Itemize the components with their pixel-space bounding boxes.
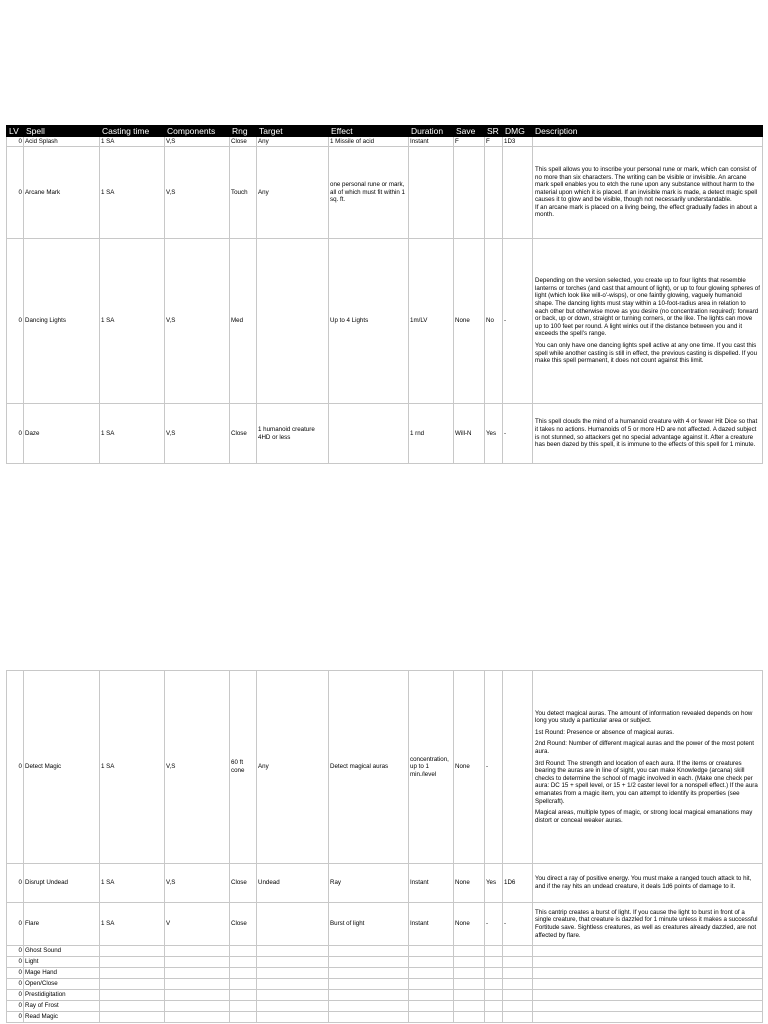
cell-sr: [485, 957, 503, 968]
cell-target: [257, 1001, 329, 1012]
cell-dmg: [503, 990, 533, 1001]
header-spell: Spell: [24, 126, 100, 137]
cell-spell: Flare: [24, 903, 100, 946]
cell-casting-time: [100, 1001, 165, 1012]
cell-lv: 0: [7, 864, 24, 903]
cell-spell: Arcane Mark: [24, 147, 100, 239]
cell-duration: [409, 968, 454, 979]
cell-save: [454, 968, 485, 979]
cell-lv: 0: [7, 957, 24, 968]
cell-spell: Open/Close: [24, 979, 100, 990]
cell-description: [533, 864, 763, 903]
cell-components: [165, 968, 230, 979]
cell-save: [454, 979, 485, 990]
cell-spell: Daze: [24, 404, 100, 464]
cell-spell: Ghost Sound: [24, 946, 100, 957]
cell-save: None: [454, 239, 485, 404]
cell-dmg: [503, 1012, 533, 1023]
cell-description: [533, 239, 763, 404]
cell-target: [257, 957, 329, 968]
description-paragraph: This spell clouds the mind of a humanoid creature with 4 or fewer Hit Dice so that it takes no actions. Humanoids of 5 or more HD are not affected. A dazed subject is not stunned, so attackers get no special advantage against it. After a creature has been dazed by this spell, it is immune to the effects of this spell for 1 minute.: [535, 418, 758, 449]
description-paragraph: 3rd Round: The strength and location of each aura. If the items or creatures bearing the auras are in line of sight, you can make Knowledge (arcana) skill checks to determine the school of magic involved in each. (Make one check per aura: DC 15 + spell level, or 15 + 1/2 caster level for a nonspell effect.) If the aura emanates from a magic item, you can attempt to identify its properties (see Spellcraft).: [535, 759, 758, 805]
description-paragraph: Depending on the version selected, you create up to four lights that resemble lanterns or torches (and cast that amount of light), or up to four glowing spheres of light (which look like will-o'-wisps), or one faintly glowing, vaguely humanoid shape. The dancing lights must stay within a 10-foot-radius area in relation to each other but otherwise move as you desire (no concentration required): forward or back, up or down, straight or turning corners, or the like. The lights can move up to 100 feet per round. A light winks out if the distance between you and it exceeds the spell's range.: [535, 277, 760, 338]
cell-components: V,S: [165, 147, 230, 239]
table-row: [7, 239, 763, 404]
cell-casting-time: 1 SA: [100, 404, 165, 464]
cell-description: [533, 137, 763, 147]
table-row: [7, 671, 763, 864]
cell-sr: -: [485, 671, 503, 864]
cell-sr: Yes: [485, 404, 503, 464]
table-row: [7, 946, 763, 957]
cell-dmg: [503, 968, 533, 979]
cell-target: Undead: [257, 864, 329, 903]
cell-spell: Disrupt Undead: [24, 864, 100, 903]
cell-lv: 0: [7, 137, 24, 147]
cell-rng: [230, 979, 257, 990]
cell-rng: [230, 968, 257, 979]
cell-duration: Instant: [409, 864, 454, 903]
cell-target: Any: [257, 147, 329, 239]
header-description: Description: [533, 126, 763, 137]
cell-description: [533, 979, 763, 990]
cell-sr: [485, 968, 503, 979]
header-target: Target: [257, 126, 329, 137]
cell-description: [533, 946, 763, 957]
cell-description: [533, 990, 763, 1001]
cell-description: [533, 404, 763, 464]
cell-dmg: -: [503, 239, 533, 404]
cell-effect: [329, 946, 409, 957]
cell-duration: concentration, up to 1 min./level: [409, 671, 454, 864]
cell-spell: Detect Magic: [24, 671, 100, 864]
cell-sr: [485, 946, 503, 957]
cell-duration: [409, 147, 454, 239]
cell-target: [257, 1012, 329, 1023]
cell-rng: [230, 946, 257, 957]
spell-table-page-2: [6, 670, 763, 1023]
cell-duration: [409, 990, 454, 1001]
cell-lv: 0: [7, 1001, 24, 1012]
cell-dmg: [503, 1001, 533, 1012]
cell-dmg: 1D6: [503, 864, 533, 903]
cell-casting-time: [100, 946, 165, 957]
cell-save: [454, 990, 485, 1001]
cell-description: [533, 903, 763, 946]
cell-target: [257, 990, 329, 1001]
description-paragraph: 2nd Round: Number of different magical auras and the power of the most potent aura.: [535, 740, 754, 756]
cell-components: V: [165, 903, 230, 946]
table-row: [7, 957, 763, 968]
cell-save: [454, 1012, 485, 1023]
cell-save: None: [454, 903, 485, 946]
cell-effect: [329, 404, 409, 464]
cell-sr: [485, 1012, 503, 1023]
cell-casting-time: 1 SA: [100, 671, 165, 864]
cell-casting-time: [100, 990, 165, 1001]
table-row: [7, 968, 763, 979]
cell-components: [165, 990, 230, 1001]
description-paragraph: You can only have one dancing lights spell active at any one time. If you cast this spell while another casting is still in effect, the previous casting is dispelled. If you make this spell permanent, it does not count against this limit.: [535, 341, 758, 365]
cell-save: None: [454, 671, 485, 864]
cell-effect: Ray: [329, 864, 409, 903]
cell-spell: Read Magic: [24, 1012, 100, 1023]
header-components: Components: [165, 126, 230, 137]
cell-duration: [409, 979, 454, 990]
cell-sr: No: [485, 239, 503, 404]
cell-target: Any: [257, 671, 329, 864]
cell-sr: [485, 1001, 503, 1012]
cell-casting-time: [100, 957, 165, 968]
cell-casting-time: 1 SA: [100, 137, 165, 147]
cell-casting-time: 1 SA: [100, 239, 165, 404]
description-paragraph: You detect magical auras. The amount of information revealed depends on how long you study a particular area or subject.: [535, 709, 753, 725]
cell-spell: Light: [24, 957, 100, 968]
cell-description: [533, 968, 763, 979]
table-row: [7, 137, 763, 147]
cell-save: [454, 946, 485, 957]
cell-duration: 1 rnd: [409, 404, 454, 464]
table-row: [7, 404, 763, 464]
cell-sr: [485, 979, 503, 990]
cell-lv: 0: [7, 946, 24, 957]
cell-lv: 0: [7, 979, 24, 990]
table-body-page-1: [7, 137, 763, 464]
cell-description: [533, 957, 763, 968]
cell-lv: 0: [7, 1012, 24, 1023]
cell-dmg: [503, 957, 533, 968]
cell-lv: 0: [7, 147, 24, 239]
table-row: [7, 147, 763, 239]
table-row: [7, 1012, 763, 1023]
cell-duration: Instant: [409, 137, 454, 147]
cell-save: F: [454, 137, 485, 147]
cell-casting-time: [100, 968, 165, 979]
cell-description: [533, 147, 763, 239]
header-rng: Rng: [230, 126, 257, 137]
cell-effect: 1 Missile of acid: [329, 137, 409, 147]
description-paragraph: 1st Round: Presence or absence of magical auras.: [535, 728, 674, 736]
cell-duration: [409, 946, 454, 957]
header-sr: SR: [485, 126, 503, 137]
cell-effect: one personal rune or mark, all of which must fit within 1 sq. ft.: [329, 147, 409, 239]
header-duration: Duration: [409, 126, 454, 137]
cell-duration: 1m/LV: [409, 239, 454, 404]
cell-dmg: [503, 147, 533, 239]
cell-sr: Yes: [485, 864, 503, 903]
cell-sr: -: [485, 903, 503, 946]
cell-sr: F: [485, 137, 503, 147]
cell-effect: Detect magical auras: [329, 671, 409, 864]
cell-target: [257, 946, 329, 957]
table-body-page-2: [7, 671, 763, 1023]
cell-duration: Instant: [409, 903, 454, 946]
spell-table-page-1: [6, 125, 763, 464]
description-paragraph: Magical areas, multiple types of magic, or strong local magical emanations may distort or conceal weaker auras.: [535, 809, 753, 824]
cell-spell: Dancing Lights: [24, 239, 100, 404]
cell-duration: [409, 1012, 454, 1023]
cell-components: [165, 1012, 230, 1023]
cell-dmg: 1D3: [503, 137, 533, 147]
description-paragraph: You direct a ray of positive energy. You must make a ranged touch attack to hit, and if the ray hits an undead creature, it deals 1d6 points of damage to it.: [535, 875, 752, 890]
cell-description: [533, 1012, 763, 1023]
cell-dmg: -: [503, 404, 533, 464]
cell-target: [257, 968, 329, 979]
cell-sr: [485, 147, 503, 239]
cell-duration: [409, 1001, 454, 1012]
cell-casting-time: [100, 1012, 165, 1023]
cell-rng: [230, 1001, 257, 1012]
cell-rng: [230, 1012, 257, 1023]
header-dmg: DMG: [503, 126, 533, 137]
table-row: [7, 864, 763, 903]
cell-target: Any: [257, 137, 329, 147]
cell-effect: [329, 1012, 409, 1023]
cell-lv: 0: [7, 671, 24, 864]
cell-target: [257, 979, 329, 990]
cell-save: Will-N: [454, 404, 485, 464]
cell-components: [165, 957, 230, 968]
header-effect: Effect: [329, 126, 409, 137]
cell-save: [454, 147, 485, 239]
description-paragraph: This cantrip creates a burst of light. If you cause the light to burst in front of a single creature, that creature is dazzled for 1 minute unless it makes a successful Fortitude save. Sightless creatures, as well as creatures already dazzled, are not affected by flare.: [535, 908, 758, 939]
cell-description: [533, 671, 763, 864]
cell-lv: 0: [7, 404, 24, 464]
cell-lv: 0: [7, 968, 24, 979]
cell-effect: [329, 968, 409, 979]
cell-spell: Acid Splash: [24, 137, 100, 147]
cell-casting-time: [100, 979, 165, 990]
table-header-row: [7, 126, 763, 137]
cell-rng: Close: [230, 404, 257, 464]
cell-sr: [485, 990, 503, 1001]
cell-components: V,S: [165, 864, 230, 903]
description-paragraph: This spell allows you to inscribe your personal rune or mark, which can consist of no more than six characters. The writing can be visible or invisible. An arcane mark spell enables you to etch the rune upon any substance without harm to the material upon which it is placed. If an invisible mark is made, a detect magic spell causes it to glow and be visible, though not necessarily understandable. If an arcane mark is placed on a living being, the effect gradually fades in about a month.: [535, 165, 758, 219]
table-row: [7, 990, 763, 1001]
header-save: Save: [454, 126, 485, 137]
cell-duration: [409, 957, 454, 968]
cell-effect: [329, 979, 409, 990]
cell-rng: 60 ft cone: [230, 671, 257, 864]
cell-dmg: -: [503, 903, 533, 946]
cell-components: [165, 1001, 230, 1012]
table-row: [7, 979, 763, 990]
cell-spell: Mage Hand: [24, 968, 100, 979]
header-lv: LV: [7, 126, 24, 137]
cell-spell: Ray of Frost: [24, 1001, 100, 1012]
cell-components: V,S: [165, 137, 230, 147]
cell-save: None: [454, 864, 485, 903]
cell-casting-time: 1 SA: [100, 864, 165, 903]
cell-casting-time: 1 SA: [100, 147, 165, 239]
cell-effect: [329, 1001, 409, 1012]
cell-rng: [230, 957, 257, 968]
cell-rng: Close: [230, 903, 257, 946]
cell-effect: Up to 4 Lights: [329, 239, 409, 404]
cell-components: [165, 979, 230, 990]
cell-rng: Close: [230, 864, 257, 903]
table-row: [7, 1001, 763, 1012]
cell-components: V,S: [165, 404, 230, 464]
cell-rng: Touch: [230, 147, 257, 239]
cell-effect: [329, 957, 409, 968]
cell-components: [165, 946, 230, 957]
cell-rng: [230, 990, 257, 1001]
cell-target: [257, 903, 329, 946]
cell-dmg: [503, 979, 533, 990]
cell-casting-time: 1 SA: [100, 903, 165, 946]
cell-lv: 0: [7, 239, 24, 404]
cell-target: [257, 239, 329, 404]
cell-lv: 0: [7, 990, 24, 1001]
cell-rng: Close: [230, 137, 257, 147]
cell-components: V,S: [165, 671, 230, 864]
cell-target: 1 humanoid creature 4HD or less: [257, 404, 329, 464]
cell-save: [454, 1001, 485, 1012]
cell-effect: Burst of light: [329, 903, 409, 946]
table-row: [7, 903, 763, 946]
cell-lv: 0: [7, 903, 24, 946]
cell-save: [454, 957, 485, 968]
cell-dmg: [503, 946, 533, 957]
cell-dmg: [503, 671, 533, 864]
cell-rng: Med: [230, 239, 257, 404]
cell-effect: [329, 990, 409, 1001]
cell-description: [533, 1001, 763, 1012]
cell-components: V,S: [165, 239, 230, 404]
cell-spell: Prestidigitation: [24, 990, 100, 1001]
header-casting-time: Casting time: [100, 126, 165, 137]
